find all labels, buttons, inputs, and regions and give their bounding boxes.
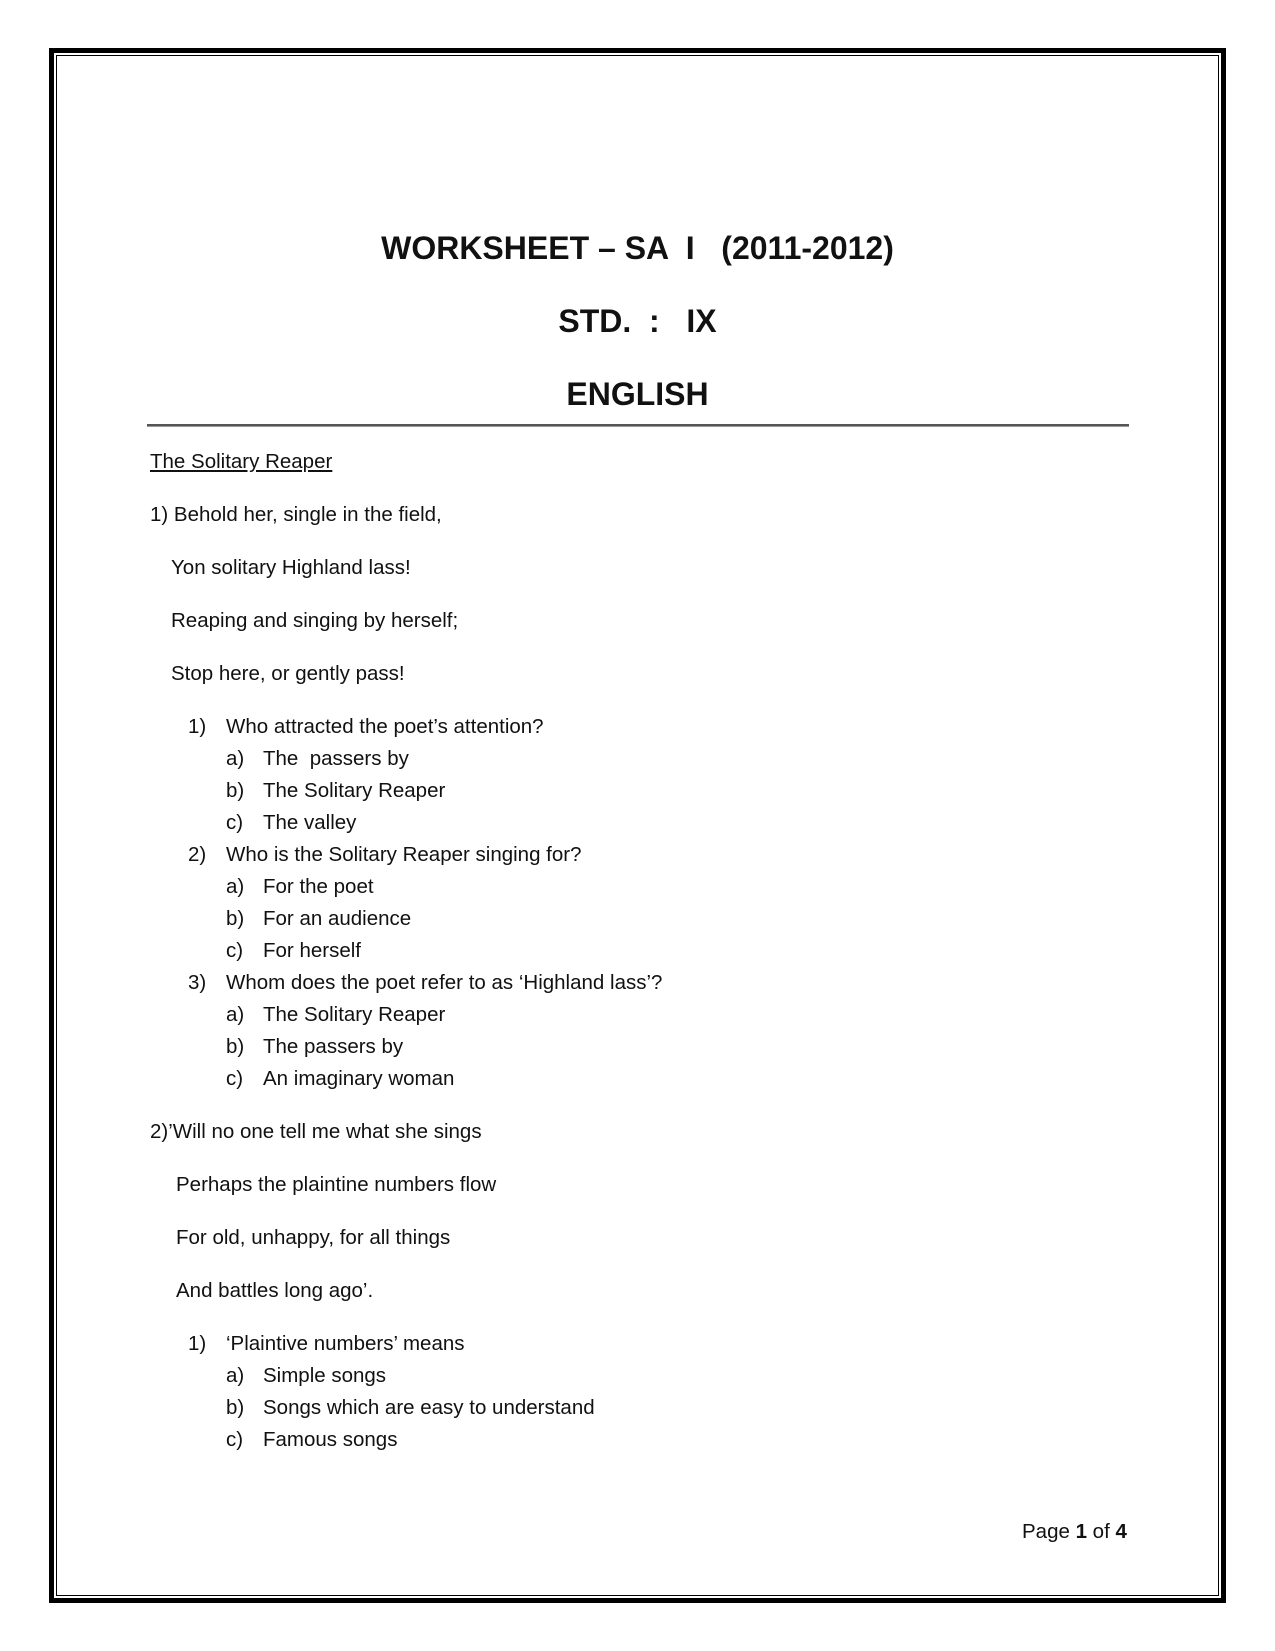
option-text: For the poet [263,875,374,898]
passage2-line-2: Perhaps the plaintine numbers flow [176,1173,497,1196]
passage2-line-3: For old, unhappy, for all things [176,1226,451,1249]
passage1-line-3: Reaping and singing by herself; [171,609,459,632]
option-text: For herself [263,939,361,962]
question-number: 3) [188,971,207,994]
option-letter: a) [226,1003,245,1026]
option-text: Simple songs [263,1364,387,1387]
option-text: The Solitary Reaper [263,779,446,802]
option-text: The passers by [263,1035,404,1058]
passage1-line-1: 1) Behold her, single in the field, [150,503,442,526]
option-letter: b) [226,1035,245,1058]
question-number: 2) [188,843,207,866]
option-letter: b) [226,907,245,930]
option-text: The Solitary Reaper [263,1003,446,1026]
question-text: Who is the Solitary Reaper singing for? [226,843,582,866]
passage1-line-4: Stop here, or gently pass! [171,662,405,685]
option-text: The valley [263,811,357,834]
section-heading: The Solitary Reaper [150,450,333,473]
standard-label: STD. : IX [558,303,717,339]
question-text: Whom does the poet refer to as ‘Highland lass’? [226,971,663,994]
option-letter: c) [226,939,244,962]
option-letter: c) [226,811,244,834]
worksheet-title: WORKSHEET – SA I (2011-2012) [381,230,894,266]
option-letter: b) [226,1396,245,1419]
page-number [1022,1522,1127,1543]
option-letter: b) [226,779,245,802]
option-text: Songs which are easy to understand [263,1396,595,1419]
passage2-line-4: And battles long ago’. [176,1279,374,1302]
subject-label: ENGLISH [566,376,709,412]
option-text: For an audience [263,907,412,930]
passage1-line-2: Yon solitary Highland lass! [171,556,411,579]
option-letter: a) [226,747,245,770]
option-letter: c) [226,1067,244,1090]
option-text: Famous songs [263,1428,398,1451]
question-text: Who attracted the poet’s attention? [226,715,544,738]
page-of: of [1086,1520,1116,1543]
page-current: 1 [1075,1520,1087,1543]
page-total: 4 [1115,1520,1127,1543]
question-number: 1) [188,715,207,738]
option-text: An imaginary woman [263,1067,455,1090]
question-number: 1) [188,1332,207,1355]
option-text: The passers by [263,747,409,770]
header-divider [147,424,1129,427]
question-text: ‘Plaintive numbers’ means [226,1332,465,1355]
option-letter: a) [226,1364,245,1387]
passage2-line-1: 2)’Will no one tell me what she sings [150,1120,482,1143]
page-word: Page [1022,1520,1076,1543]
option-letter: c) [226,1428,244,1451]
option-letter: a) [226,875,245,898]
